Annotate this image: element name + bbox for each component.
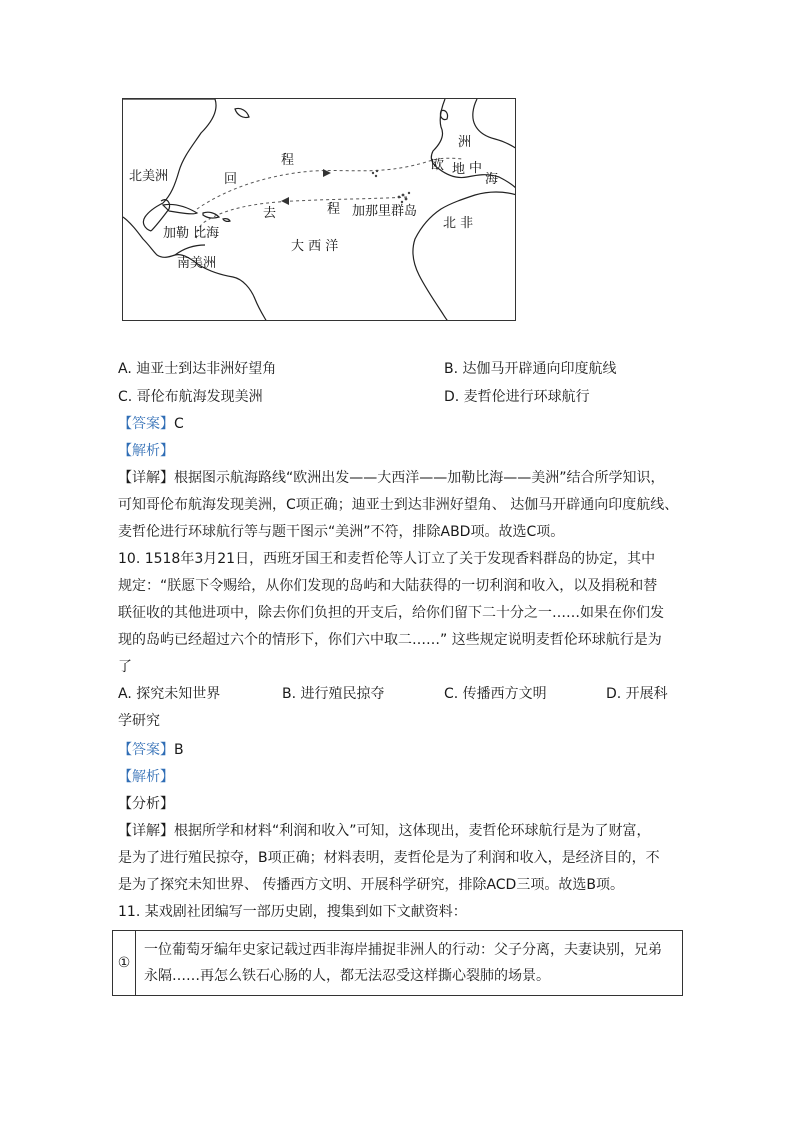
label-med-di: 地 [452,162,466,177]
q10-detail-line-3: 是为了探究未知世界、 传播西方文明、开展科学研究，排除ACD三项。故选B项。 [118,877,624,893]
mid-atlantic-dots [372,170,378,177]
label-north-america: 北美洲 [129,169,169,184]
q11-row-number: ① [113,931,136,996]
canary-dots [398,192,411,203]
label-go-cheng: 程 [327,202,341,217]
label-europe-zhou: 洲 [458,135,472,150]
outbound-arrow [281,197,289,205]
q9-detail-line-3: 麦哲伦进行环球航行等与题干图示“美洲”不符，排除ABD项。故选C项。 [118,524,565,540]
venezuela-coast [175,245,205,255]
q10-detail-tag: 【详解】 [118,823,174,839]
label-south-america: 南美洲 [177,256,217,271]
label-return-cheng: 程 [281,153,295,168]
q10-analysis-sub: 【分析】 [118,796,174,812]
q10-answer-value: B [174,742,184,758]
island-1 [235,108,249,117]
q10-answer-tag: 【答案】 [118,742,174,758]
q10-option-d-cont: 学研究 [118,713,160,729]
q10-stem-line-2: 规定：“朕愿下令赐给，从你们发现的岛屿和大陆获得的一切利润和收入，以及捐税和替 [118,578,658,594]
voyage-map [122,98,516,321]
q9-detail-tag: 【详解】 [118,470,174,486]
q9-option-b: B. 达伽马开辟通向印度航线 [444,361,617,377]
europe-north-coast [473,99,516,149]
label-canary-islands: 加那里群岛 [352,204,418,219]
map-drawing [123,99,516,321]
q9-detail-line-1 [118,468,665,488]
q10-stem-line-4: 现的岛屿已经超过六个的情形下，你们六中取二……” 这些规定说明麦哲伦环球航行是为 [118,632,662,648]
q10-analysis-tag: 【解析】 [118,769,174,785]
africa-coast [413,192,516,321]
q11-row-line-2: 永隔……再怎么铁石心肠的人，都无法忍受这样撕心裂肺的场景。 [144,968,550,984]
q9-answer-line [118,414,184,434]
label-go-qu: 去 [263,206,277,221]
cuba-island [163,204,197,213]
table-row [113,931,683,996]
q11-stem: 11. 某戏剧社团编写一部历史剧，搜集到如下文献资料： [118,904,467,920]
label-med-hai: 海 [485,172,499,187]
q9-detail-text-1: 根据图示航海路线“欧洲出发——大西洋——加勒比海——美洲”结合所学知识， [174,470,665,486]
q10-detail-line-2: 是为了进行殖民掠夺，B项正确；材料表明，麦哲伦是为了利润和收入，是经济目的，不 [118,850,660,866]
label-north-africa: 北 非 [443,216,474,231]
q11-source-table [112,930,683,996]
q9-option-d: D. 麦哲伦进行环球航行 [444,389,590,405]
q11-row-text [136,931,683,996]
q9-analysis-tag: 【解析】 [118,443,174,459]
q10-detail-text-1: 根据所学和材料“利润和收入”可知，这体现出，麦哲伦环球航行是为了财富， [174,823,651,839]
label-med-zhong: 中 [469,161,483,176]
q11-row-line-1: 一位葡萄牙编年史家记载过西非海岸捕捉非洲人的行动：父子分离，夫妻诀别，兄弟 [144,942,662,958]
q10-option-c: C. 传播西方文明 [444,686,547,702]
q10-detail-line-1 [118,821,651,841]
q9-answer-tag: 【答案】 [118,416,174,432]
small-island [223,219,230,222]
q10-stem-line-5: 了 [118,659,132,675]
q10-stem-line-1: 10. 1518年3月21日，西班牙国王和麦哲伦等人订立了关于发现香料群岛的协定，其中 [118,551,656,567]
label-caribbean: 加勒 比海 [163,226,220,241]
q9-option-a: A. 迪亚士到达非洲好望角 [118,361,277,377]
label-europe-ou: 欧 [431,158,445,173]
label-atlantic: 大 西 洋 [291,239,339,254]
q9-option-c: C. 哥伦布航海发现美洲 [118,389,263,405]
q10-option-a: A. 探究未知世界 [118,686,221,702]
q10-option-b: B. 进行殖民掠夺 [282,686,385,702]
q9-answer-value: C [174,416,184,432]
q10-answer-line [118,740,184,760]
label-return-hui: 回 [224,172,238,187]
q10-stem-line-3: 联征收的其他进项中，除去你们负担的开支后，给你们留下二十分之一……如果在你们发 [118,605,664,621]
q10-option-d: D. 开展科 [606,686,668,702]
q9-detail-line-2: 可知哥伦布航海发现美洲，C项正确；迪亚士到达非洲好望角、 达伽马开辟通向印度航线、 [118,497,679,513]
